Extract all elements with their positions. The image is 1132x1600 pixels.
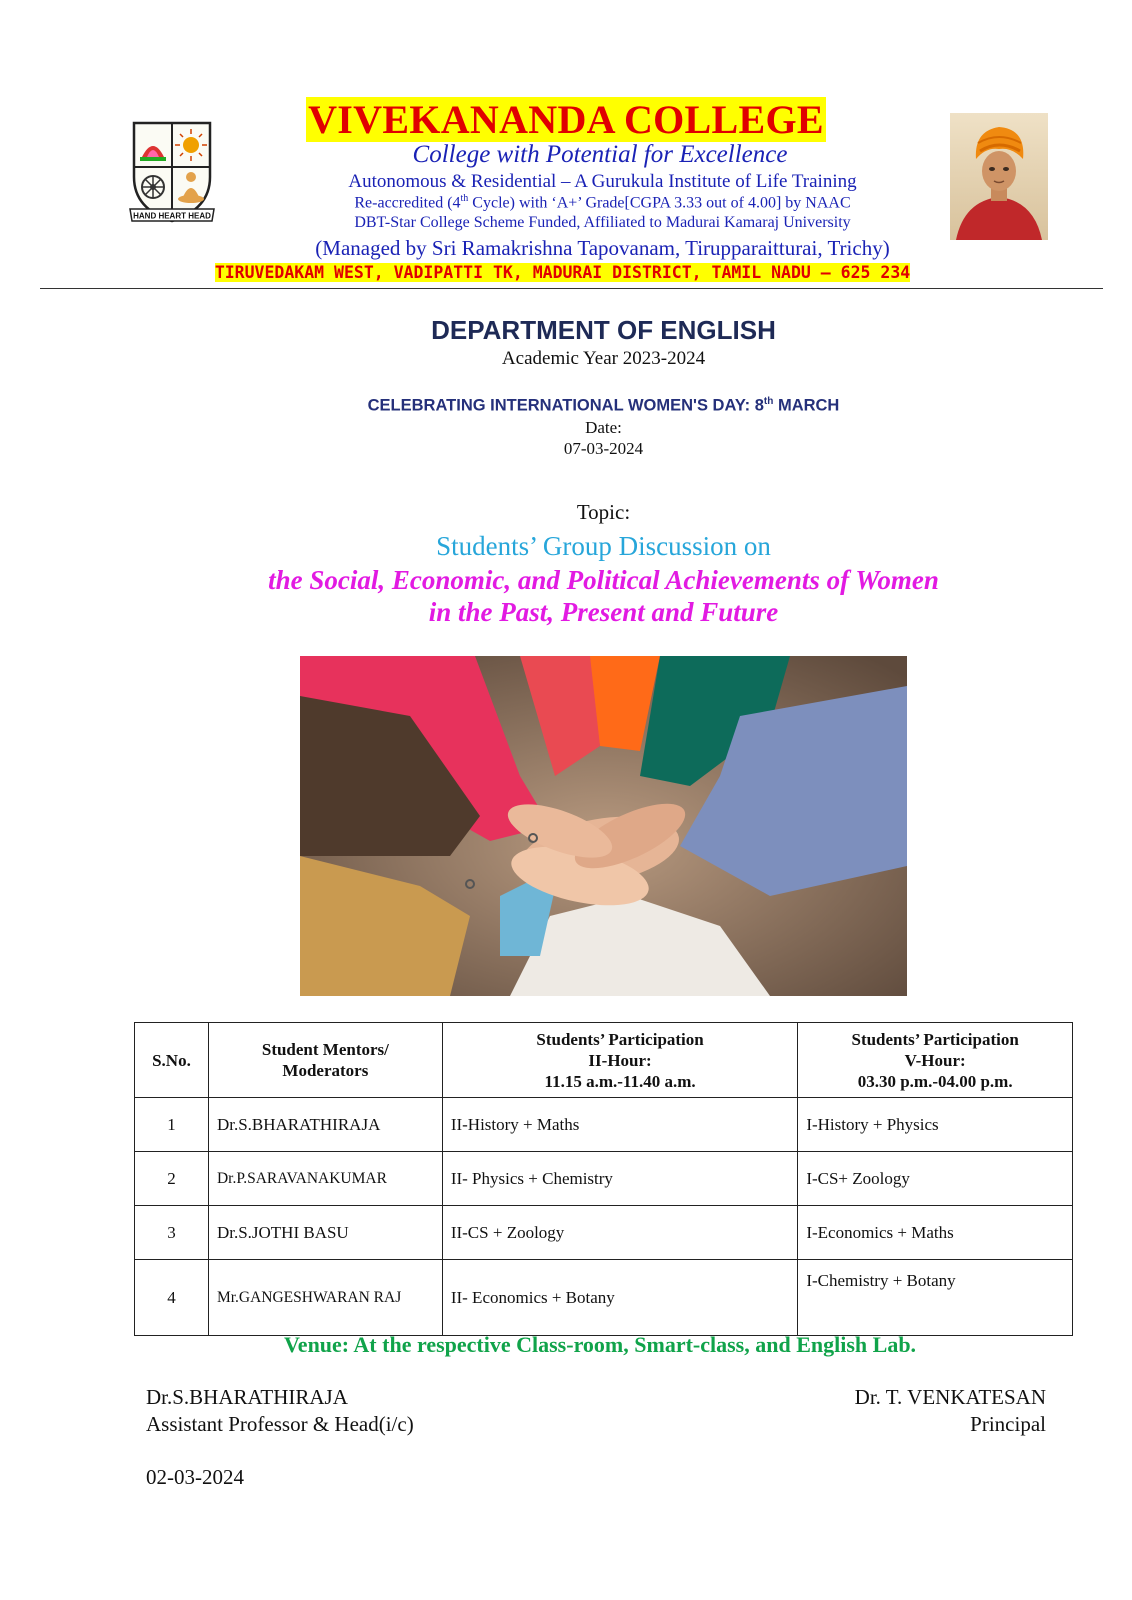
cell-sno: 1 [135, 1098, 209, 1152]
date-value: 07-03-2024 [563, 439, 644, 458]
venue-text: Venue: At the respective Class-room, Smart-class, and English Lab. [283, 1332, 917, 1357]
cell-mentor: Dr.S.JOTHI BASU [208, 1206, 442, 1260]
cell-hour2: II- Economics + Botany [442, 1260, 797, 1336]
cell-hour5: I-History + Physics [798, 1098, 1073, 1152]
cell-sno: 3 [135, 1206, 209, 1260]
cell-hour5: I-Chemistry + Botany [798, 1260, 1073, 1336]
cell-mentor: Dr.S.BHARATHIRAJA [208, 1098, 442, 1152]
header-hour5: Students’ Participation V-Hour: 03.30 p.m.-04.00 p.m. [798, 1023, 1073, 1098]
table-header-row [135, 1023, 1073, 1098]
address-text: TIRUVEDAKAM WEST, VADIPATTI TK, MADURAI DISTRICT, TAMIL NADU – 625 234 [214, 263, 911, 282]
table-row [135, 1098, 1073, 1152]
header-hour2: Students’ Participation II-Hour: 11.15 a.m.-11.40 a.m. [442, 1023, 797, 1098]
header-divider [40, 288, 1103, 289]
principal-title: Principal [970, 1412, 1046, 1436]
date-label: Date: [585, 418, 622, 437]
table-row [135, 1152, 1073, 1206]
cell-hour2: II-History + Maths [442, 1098, 797, 1152]
principal-name: Dr. T. VENKATESAN [854, 1385, 1046, 1409]
table-row [135, 1206, 1073, 1260]
department-title: DEPARTMENT OF ENGLISH [431, 315, 776, 345]
topic-line-3: in the Past, Present and Future [428, 597, 779, 627]
participation-table [134, 1022, 1073, 1336]
cell-mentor: Dr.P.SARAVANAKUMAR [208, 1152, 442, 1206]
topic-label: Topic: [576, 500, 631, 524]
cell-hour2: II-CS + Zoology [442, 1206, 797, 1260]
cell-sno: 4 [135, 1260, 209, 1336]
hod-name: Dr.S.BHARATHIRAJA [146, 1385, 348, 1409]
cell-hour5: I-CS+ Zoology [798, 1152, 1073, 1206]
college-title [0, 96, 1132, 143]
header-sno: S.No. [135, 1023, 209, 1098]
header-line-4: (Managed by Sri Ramakrishna Tapovanam, Tirupparaitturai, Trichy) [315, 236, 890, 260]
topic-line-1: Students’ Group Discussion on [436, 531, 771, 561]
college-name: VIVEKANANDA COLLEGE [308, 97, 824, 142]
emblem-motto: HAND HEART HEAD [133, 211, 211, 221]
cell-mentor: Mr.GANGESHWARAN RAJ [208, 1260, 442, 1336]
header-line-1: Autonomous & Residential – A Gurukula Institute of Life Training [348, 171, 857, 192]
hod-title: Assistant Professor & Head(i/c) [146, 1412, 414, 1436]
cell-hour2: II- Physics + Chemistry [442, 1152, 797, 1206]
college-address [0, 263, 1125, 283]
header-line-2: Re-accredited (4th Cycle) with ‘A+’ Grade[CGPA 3.33 out of 4.00] by NAAC [354, 193, 851, 212]
topic-line-2: the Social, Economic, and Political Achievements of Women [268, 565, 939, 595]
cell-sno: 2 [135, 1152, 209, 1206]
college-tagline: College with Potential for Excellence [412, 141, 788, 168]
table-row [135, 1260, 1073, 1336]
header-line-3: DBT-Star College Scheme Funded, Affiliated to Madurai Kamaraj University [354, 214, 851, 231]
academic-year: Academic Year 2023-2024 [501, 348, 706, 369]
stacked-hands-photo [300, 656, 907, 996]
header-mentors: Student Mentors/ Moderators [208, 1023, 442, 1098]
event-title: CELEBRATING INTERNATIONAL WOMEN'S DAY: 8th MARCH [367, 396, 840, 415]
cell-hour5: I-Economics + Maths [798, 1206, 1073, 1260]
issue-date: 02-03-2024 [146, 1465, 244, 1489]
